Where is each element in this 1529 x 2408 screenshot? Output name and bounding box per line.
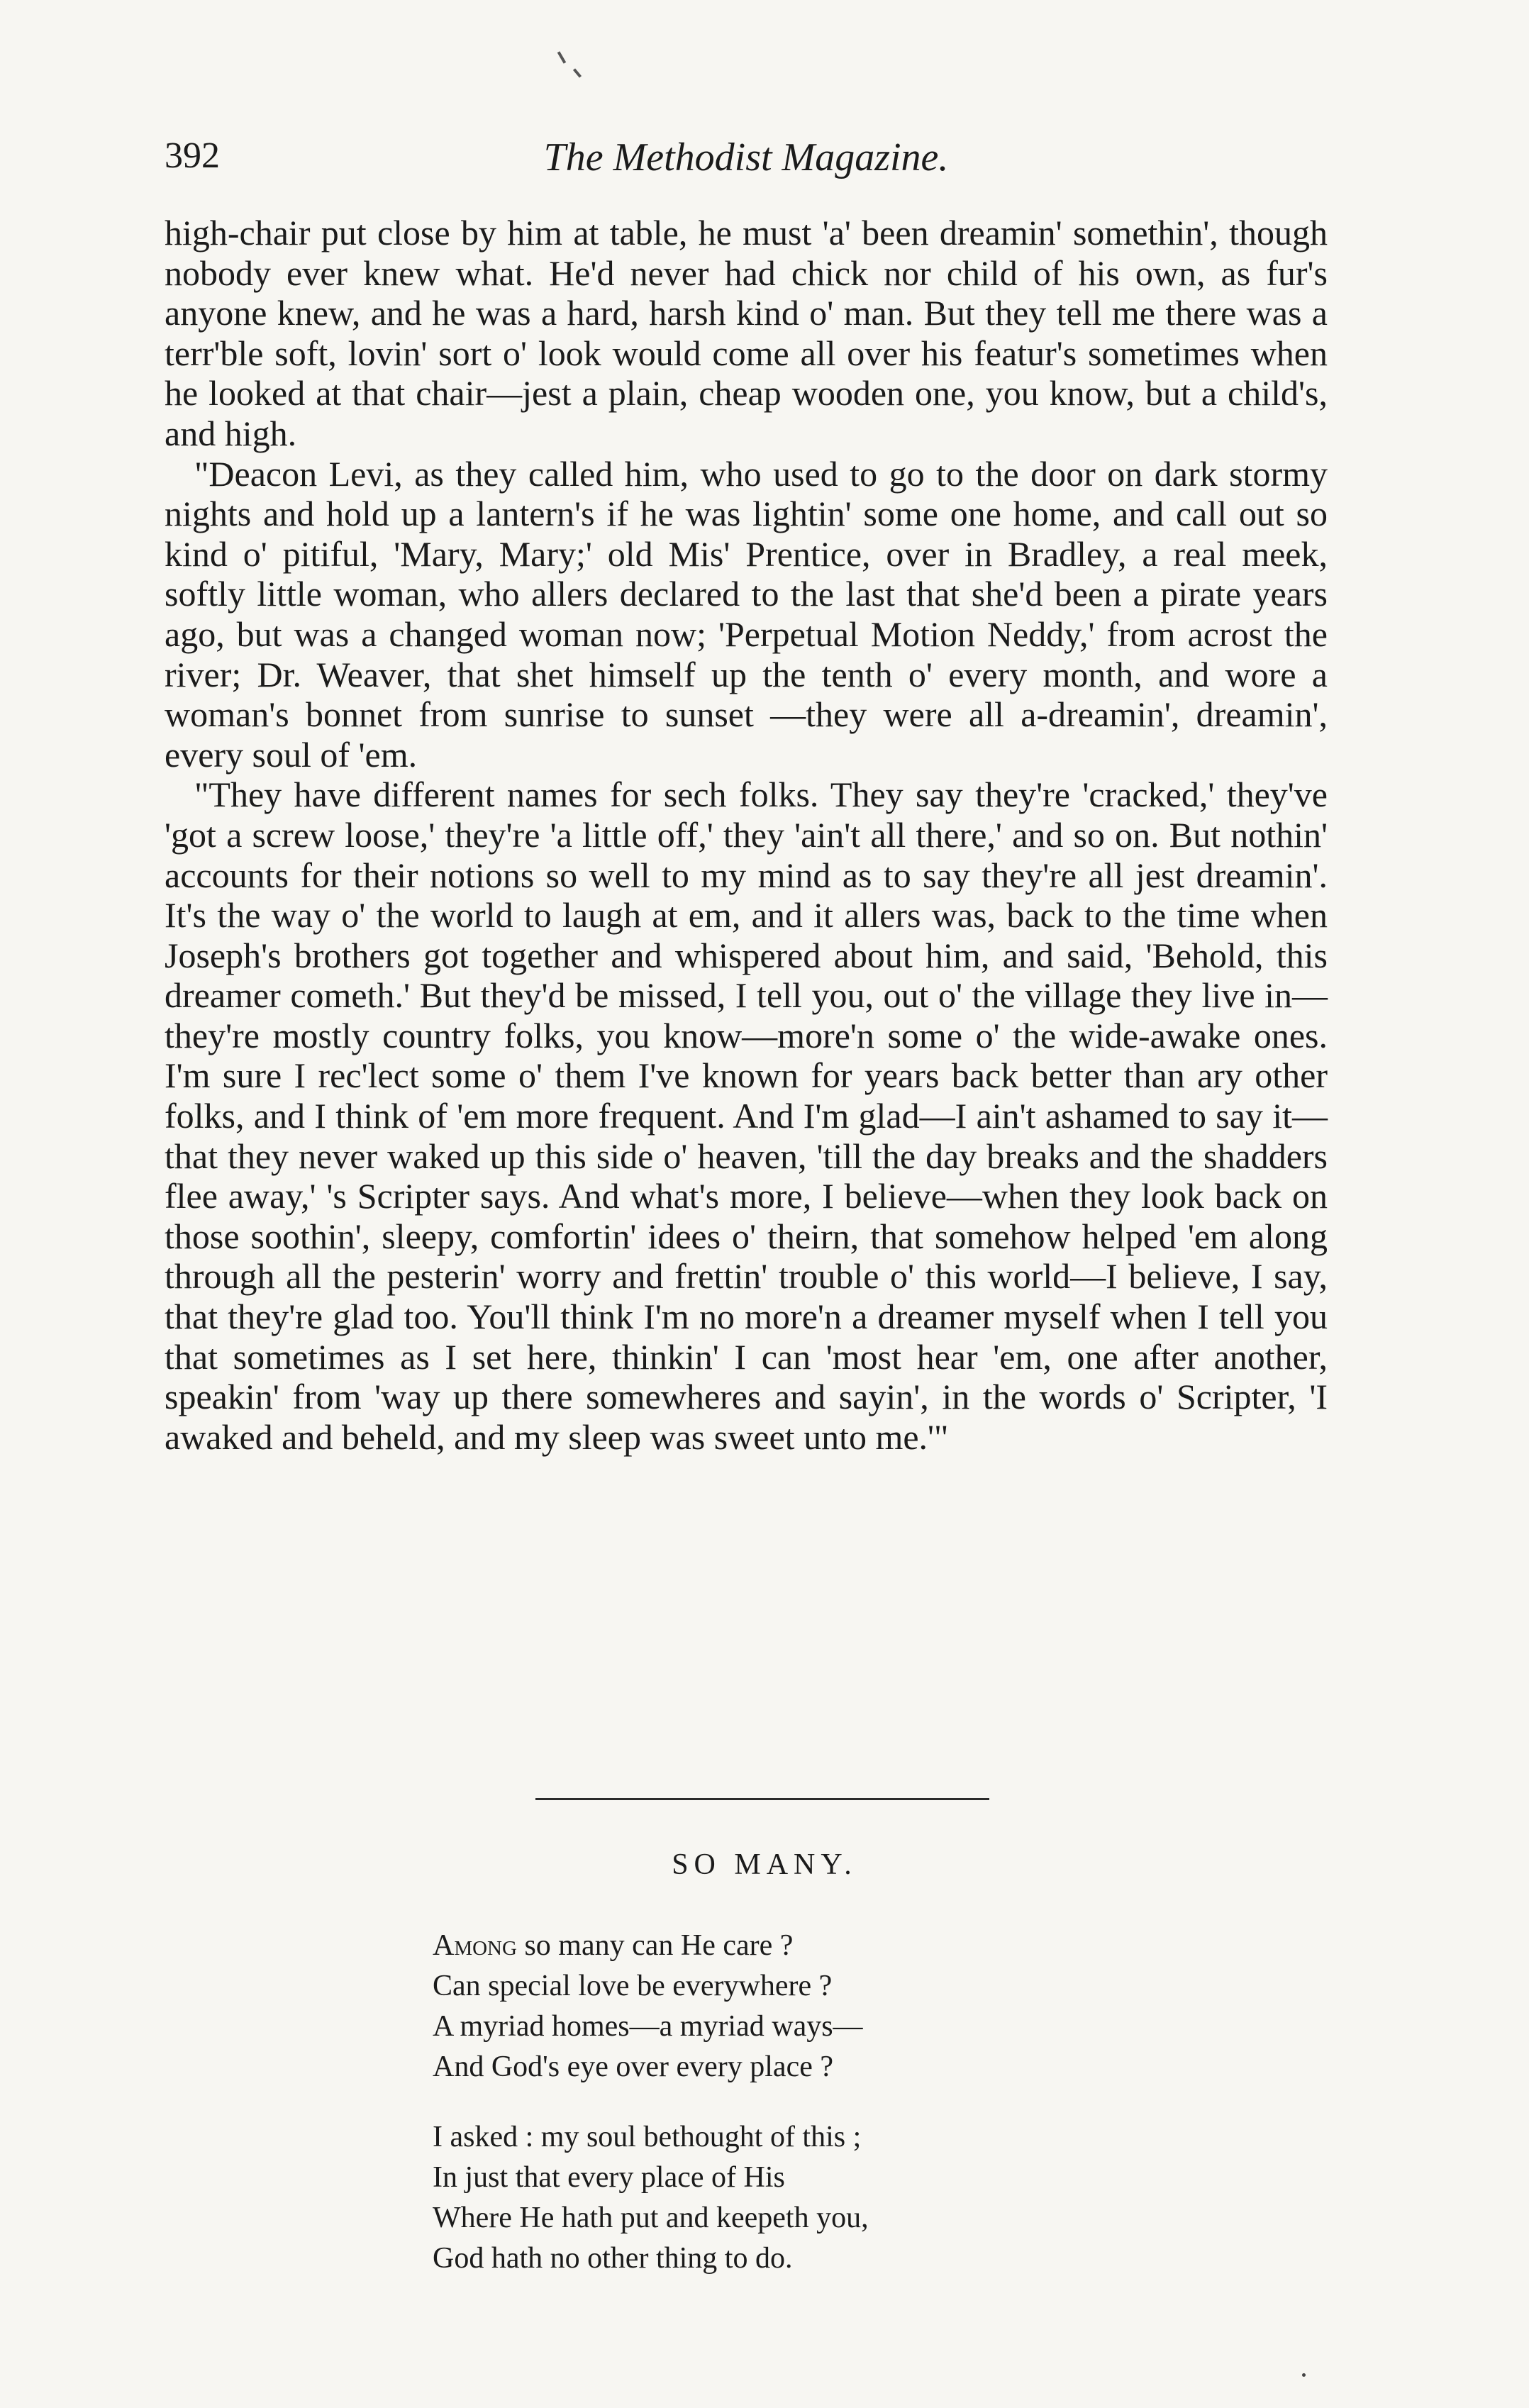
- paragraph: "They have different names for sech folks. They say they're 'cracked,' they've 'got a screw loose,' they're 'a little off,' they 'ain't all there,' and so on. But nothin' accounts for their notions so well to my mind as to say they're all jest dreamin'. It's the way o' the world to laugh at em, and it allers was, back to the time when Joseph's brothers got together and whispered about him, and said, 'Behold, this dreamer cometh.' But they'd be missed, I tell you, out o' the village they live in—they're mostly country folks, you know—more'n some o' the wide-awake ones. I'm sure I rec'lect some o' them I've known for years back better than ary other folks, and I think of 'em more frequent. And I'm glad—I ain't ashamed to say it—that they never waked up this side o' heaven, 'till the day breaks and the shadders flee away,' 's Scripter says. And what's more, I believe—when they look back on those soothin', sleepy, comfortin' idees o' theirn, that somehow helped 'em along through all the pesterin' worry and frettin' trouble o' this world—I believe, I say, that they're glad too. You'll think I'm no more'n a dreamer myself when I tell you that sometimes as I set here, thinkin' I can 'most hear 'em, one after another, speakin' from 'way up there somewheres and sayin', in the words o' Scripter, 'I awaked and beheld, and my sleep was sweet unto me.'": [165, 775, 1328, 1457]
- poem-title: SO MANY.: [672, 1848, 857, 1881]
- poem-line: [433, 1926, 1284, 1966]
- poem-line-rest: so many can He care ?: [516, 1929, 794, 1962]
- paragraph: high-chair put close by him at table, he must 'a' been dreamin' somethin', though nobody ever knew what. He'd never had chick nor child of his own, as fur's anyone knew, and he was a hard, harsh kind o' man. But they tell me there was a terr'ble soft, lovin' sort o' look would come all over his featur's sometimes when he looked at that chair—jest a plain, cheap wooden one, you know, but a child's, and high.: [165, 213, 1328, 453]
- running-title: The Methodist Magazine.: [543, 135, 949, 179]
- paragraph: "Deacon Levi, as they called him, who used to go to the door on dark stormy nights and hold up a lantern's if he was lightin' some one home, and call out so kind o' pitiful, 'Mary, Mary;' old Mis' Prentice, over in Bradley, a real meek, softly little woman, who allers declared to the last that she'd been a pirate years ago, but was a changed woman now; 'Perpetual Motion Neddy,' from acrost the river; Dr. Weaver, that shet himself up the tenth o' every month, and wore a woman's bonnet from sunrise to sunset —they were all a-dreamin', dreamin', every soul of 'em.: [165, 453, 1328, 775]
- section-divider: [535, 1798, 989, 1800]
- page-number: 392: [165, 135, 220, 176]
- poem: [433, 1926, 1284, 2309]
- poem-stanza: [433, 1926, 1284, 2087]
- story-text: [165, 213, 1328, 1457]
- poem-line: In just that every place of His: [433, 2161, 785, 2194]
- poem-line: And God's eye over every place ?: [433, 2051, 833, 2083]
- poem-stanza: [433, 2117, 1284, 2279]
- poem-line: God hath no other thing to do.: [433, 2242, 793, 2275]
- print-speck: [1302, 2373, 1306, 2377]
- poem-line: I asked : my soul bethought of this ;: [433, 2121, 862, 2153]
- poem-line: A myriad homes—a myriad ways—: [433, 2010, 863, 2043]
- print-speck: [573, 68, 582, 77]
- print-speck: [557, 51, 566, 64]
- poem-first-word: Among: [433, 1929, 517, 1962]
- poem-line: Where He hath put and keepeth you,: [433, 2202, 869, 2234]
- running-header: [165, 135, 1328, 192]
- poem-line: Can special love be everywhere ?: [433, 1970, 833, 2002]
